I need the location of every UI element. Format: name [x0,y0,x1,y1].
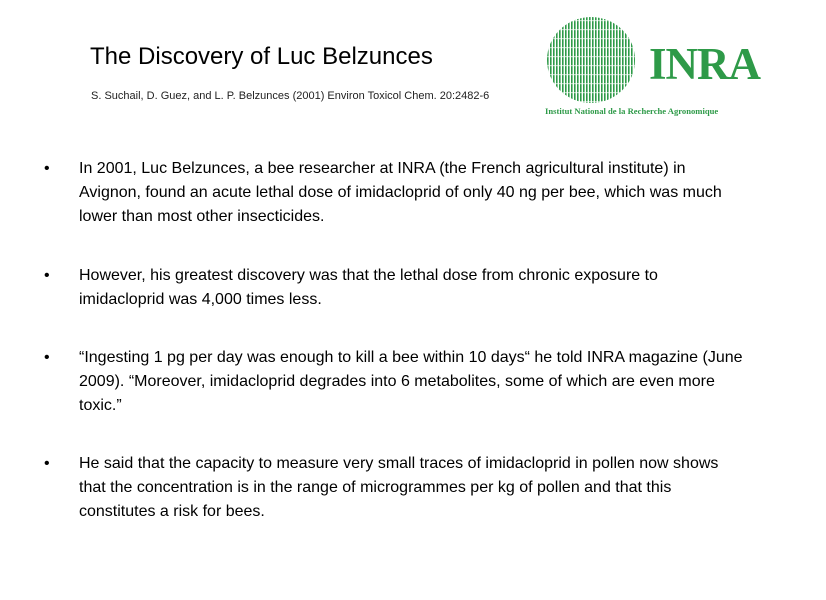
bullet-marker: • [44,455,50,472]
bullet-marker: • [44,349,50,366]
inra-logo [545,14,761,119]
inra-emblem-icon [545,14,637,106]
inra-wordmark: INRA [649,39,761,89]
bullet-text: However, his greatest discovery was that the lethal dose from chronic exposure to imidacloprid was 4,000 times less. [79,267,658,308]
inra-subtitle: Institut National de la Recherche Agronomique [545,106,719,116]
bullet-marker: • [44,267,50,284]
citation: S. Suchail, D. Guez, and L. P. Belzunces (2001) Environ Toxicol Chem. 20:2482-6 [91,90,490,102]
bullet-text: In 2001, Luc Belzunces, a bee researcher at INRA (the French agricultural institute) in Avignon, found an acute lethal dose of imidacloprid of only 40 ng per bee, which was much lower than most other insecticides. [79,160,722,225]
bullet-text: “Ingesting 1 pg per day was enough to kill a bee within 10 days“ he told INRA magazine (June 2009). “Moreover, imidacloprid degrades into 6 metabolites, some of which are even more toxic.” [79,349,743,414]
bullet-text: He said that the capacity to measure very small traces of imidacloprid in pollen now shows that the concentration is in the range of microgrammes per kg of pollen and that this constitutes a risk for bees. [79,455,719,520]
bullet-marker: • [44,160,50,177]
slide-title: The Discovery of Luc Belzunces [90,43,433,70]
